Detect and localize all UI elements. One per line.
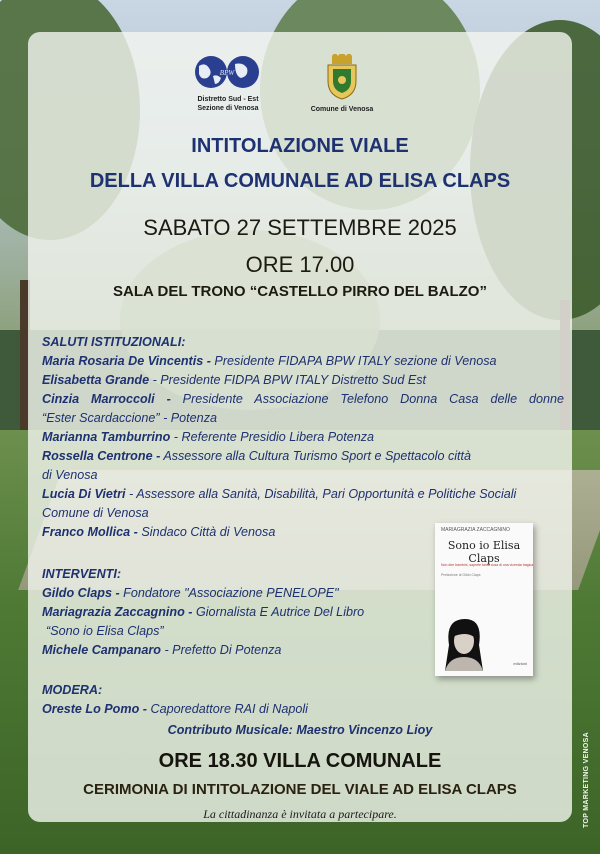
title-line-2: DELLA VILLA COMUNALE AD ELISA CLAPS xyxy=(89,170,511,192)
book-publisher: edizioni xyxy=(513,661,527,666)
speaker-name: Franco Mollica - xyxy=(42,525,138,539)
fidapa-caption-2: Sezione di Venosa xyxy=(197,105,259,112)
portrait-photo xyxy=(439,615,487,671)
speaker-name: Marianna Tamburrino xyxy=(42,430,171,444)
comune-logo xyxy=(300,54,384,114)
speaker-row xyxy=(42,390,564,409)
fidapa-caption-1: Distretto Sud - Est xyxy=(197,96,259,103)
speaker-name: Gildo Claps - xyxy=(42,586,120,600)
book-author: MARIAGRAZIA ZACCAGNINO xyxy=(441,527,510,533)
speaker-role-cont: “Ester Scardaccione” - Potenza xyxy=(42,411,217,425)
speaker-role-cont: “Sono io Elisa Claps” xyxy=(46,624,164,638)
designer-credit: TOP MARKETING VENOSA xyxy=(583,732,590,828)
event-date: SABATO 27 SETTEMBRE 2025 xyxy=(143,215,457,240)
invitation-note: La cittadinanza è invitata a partecipare. xyxy=(203,807,397,821)
speaker-row xyxy=(42,700,564,719)
speaker-role: - Assessore alla Sanità, Disabilità, Pari Opportunità e Politiche Sociali xyxy=(125,487,517,501)
speaker-row xyxy=(42,428,564,447)
speaker-name: Oreste Lo Pomo - xyxy=(42,702,147,716)
modera-title: MODERA: xyxy=(42,683,103,697)
event-time: ORE 17.00 xyxy=(245,252,355,277)
speaker-role: Caporedattore RAI di Napoli xyxy=(146,702,308,716)
speaker-role-cont: Comune di Venosa xyxy=(42,506,149,520)
book-title: Sono io Elisa Claps xyxy=(447,539,521,565)
speaker-name: Rossella Centrone - xyxy=(42,449,161,463)
speaker-role: Giornalista E Autrice Del Libro xyxy=(192,605,365,619)
speaker-row xyxy=(42,352,564,371)
speaker-role: Presidente Associazione Telefono Donna Casa delle donne xyxy=(170,392,564,406)
saluti-section xyxy=(42,333,564,542)
globe-icon xyxy=(185,54,271,90)
speaker-role: - Prefetto Di Potenza xyxy=(160,643,282,657)
event-venue: SALA DEL TRONO “CASTELLO PIRRO DEL BALZO” xyxy=(113,283,487,300)
speaker-row xyxy=(42,447,564,466)
book-preface: Prefazione di Gildo Claps xyxy=(441,573,481,577)
interventi-title: INTERVENTI: xyxy=(42,567,122,581)
fidapa-logo xyxy=(185,54,271,113)
title-line-1: INTITOLAZIONE VIALE xyxy=(191,135,409,157)
ceremony-time: ORE 18.30 VILLA COMUNALE xyxy=(158,750,442,772)
speaker-role: Assessore alla Cultura Turismo Sport e Spettacolo città xyxy=(160,449,472,463)
musical-contribution: Contributo Musicale: Maestro Vincenzo Lioy xyxy=(167,723,433,737)
comune-caption: Comune di Venosa xyxy=(310,106,374,113)
book-cover xyxy=(435,523,533,676)
speaker-role: - Presidente FIDPA BPW ITALY Distretto Sud Est xyxy=(149,373,427,387)
speaker-name: Michele Campanaro xyxy=(42,643,161,657)
speaker-name: Mariagrazia Zaccagnino - xyxy=(42,605,193,619)
speaker-name: Lucia Di Vietri xyxy=(42,487,126,501)
speaker-name: Cinzia Marroccoli - xyxy=(42,392,171,406)
speaker-role: Presidente FIDAPA BPW ITALY sezione di Venosa xyxy=(210,354,497,368)
crest-icon xyxy=(322,54,362,100)
book-subtitle: Non dire bambini, saprete tanta cosa di una vicenda tragica xyxy=(441,563,534,567)
speaker-row xyxy=(42,371,564,390)
modera-section xyxy=(42,681,564,719)
speaker-name: Maria Rosaria De Vincentis - xyxy=(42,354,211,368)
speaker-role-cont: di Venosa xyxy=(42,468,98,482)
globe-text: BPW xyxy=(219,69,235,77)
saluti-title: SALUTI ISTITUZIONALI: xyxy=(42,335,186,349)
speaker-name: Elisabetta Grande xyxy=(42,373,150,387)
speaker-role: Sindaco Città di Venosa xyxy=(137,525,276,539)
speaker-row xyxy=(42,485,564,504)
speaker-role: Fondatore "Associazione PENELOPE" xyxy=(119,586,339,600)
ceremony-title: CERIMONIA DI INTITOLAZIONE DEL VIALE AD ELISA CLAPS xyxy=(83,781,517,798)
speaker-role: - Referente Presidio Libera Potenza xyxy=(170,430,375,444)
